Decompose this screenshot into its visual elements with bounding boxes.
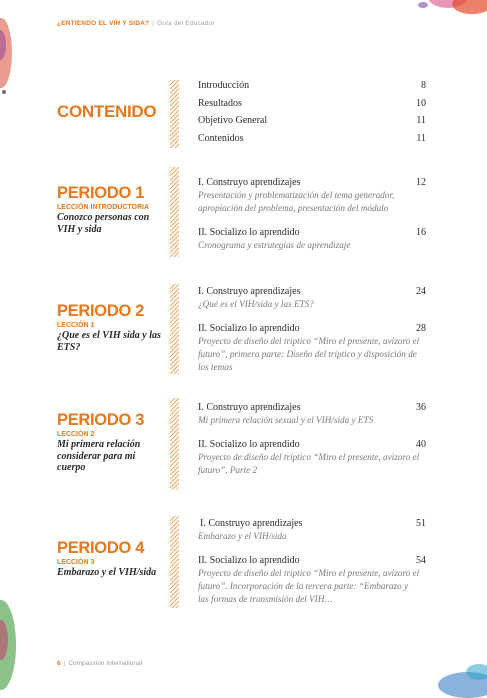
entry-label: I. Construyo aprendizajes (198, 177, 301, 188)
entry-page: 24 (416, 286, 426, 297)
lesson-tag: LECCIÓN 3 (57, 559, 95, 566)
entry-page: 16 (416, 227, 426, 238)
section-divider (170, 516, 179, 608)
toc-entry[interactable] (198, 438, 426, 451)
toc-entry[interactable] (198, 285, 426, 298)
periodo-3-entries (198, 401, 426, 477)
toc-item[interactable] (198, 95, 426, 113)
toc-item-page: 8 (421, 80, 426, 91)
entry-description: Proyecto de diseño del tríptico “Miro el presente, avizoro el futuro”, primera parte: Diseño del tríptico y disposición de los temas (198, 336, 420, 372)
entry-description: Proyecto de diseño del tríptico “Miro el presente, avizoro el futuro”. Incorporación de la tercera parte: “Embarazo y las formas de transmisión del VIH… (198, 568, 420, 604)
entry-label: II. Socializo lo aprendido (198, 227, 300, 238)
entry-description: Cronograma y estrategias de aprendizaje (198, 240, 351, 250)
footer-separator: | (63, 660, 66, 667)
toc-item-label: Contenidos (198, 132, 244, 144)
toc-entry[interactable] (198, 322, 426, 335)
entry-page: 12 (416, 177, 426, 188)
section-divider (170, 167, 179, 257)
entry-page: 36 (416, 402, 426, 413)
entry-page: 28 (416, 323, 426, 334)
lesson-tag: LECCIÓN 2 (57, 431, 95, 438)
lesson-name: Mi primera relación considerar para mi cuerpo (57, 439, 141, 473)
entry-label: II. Socializo lo aprendido (198, 555, 300, 566)
periodo-title: PERIODO 3 (57, 411, 145, 429)
periodo-1-heading (57, 184, 165, 235)
running-header (57, 20, 215, 27)
contenido-heading-block (57, 102, 156, 121)
entry-description: ¿Qué es el VIH/sida y las ETS? (198, 299, 314, 309)
section-divider (170, 284, 179, 374)
periodo-2-entries (198, 285, 426, 374)
entry-description: Presentación y problematización del tema generador, apropiación del problema, presentación del módulo (198, 190, 395, 213)
toc-item-label: Resultados (198, 97, 242, 109)
toc-entry[interactable] (198, 176, 426, 189)
running-footer (57, 660, 142, 667)
entry-label: I. Construyo aprendizajes (198, 402, 301, 413)
entry-description: Embarazo y el VIH/sida (198, 531, 287, 541)
toc-entry[interactable] (198, 554, 426, 567)
lesson-tag: LECCIÓN 1 (57, 322, 95, 329)
toc-item[interactable] (198, 130, 426, 148)
lesson-tag: LECCIÓN INTRODUCTORIA (57, 204, 150, 211)
periodo-2-heading (57, 302, 165, 353)
toc-item-label: Introducción (198, 80, 250, 91)
entry-description: Proyecto de diseño del tríptico “Miro el presente, avizoro el futuro”, Parte 2 (198, 452, 420, 475)
toc-entry[interactable] (198, 401, 426, 414)
periodo-3-heading (57, 411, 165, 474)
entry-label: II. Socializo lo aprendido (198, 439, 300, 450)
toc-item-page: 10 (416, 97, 426, 109)
entry-page: 54 (416, 555, 426, 566)
footer-publisher: Compassion International (68, 660, 143, 667)
toc-item[interactable] (198, 112, 426, 130)
entry-label: I. Construyo aprendizajes (198, 286, 301, 297)
lesson-name: ¿Que es el VIH sida y las ETS? (57, 330, 161, 353)
periodo-1-entries (198, 176, 426, 252)
entry-page: 40 (416, 439, 426, 450)
page-number: 6 (57, 660, 61, 667)
periodo-title: PERIODO 4 (57, 539, 145, 557)
contenido-list (198, 77, 426, 147)
header-subtitle: Guía del Educador (157, 20, 215, 27)
toc-item-page: 11 (416, 132, 426, 144)
entry-label: I. Construyo aprendizajes (200, 518, 303, 529)
section-divider (170, 398, 179, 490)
toc-entry[interactable] (198, 226, 426, 239)
lesson-name: Embarazo y el VIH/sida (57, 567, 157, 578)
periodo-4-heading (57, 539, 165, 579)
entry-description: Mi primera relación sexual y el VIH/sida y ETS (198, 415, 374, 425)
header-title: ¿ENTIENDO EL VIH Y SIDA? (57, 20, 150, 27)
entry-label: II. Socializo lo aprendido (198, 323, 300, 334)
toc-entry[interactable] (198, 517, 426, 530)
lesson-name: Conozco personas con VIH y sida (57, 212, 150, 235)
periodo-4-entries (198, 517, 426, 606)
contenido-title: CONTENIDO (57, 102, 157, 121)
header-separator: | (152, 20, 155, 27)
periodo-title: PERIODO 2 (57, 302, 145, 320)
entry-page: 51 (416, 518, 426, 529)
toc-item-page: 11 (416, 115, 426, 126)
toc-item[interactable] (198, 77, 426, 95)
section-divider (170, 80, 179, 148)
toc-item-label: Objetivo General (198, 115, 268, 126)
periodo-title: PERIODO 1 (57, 184, 145, 202)
